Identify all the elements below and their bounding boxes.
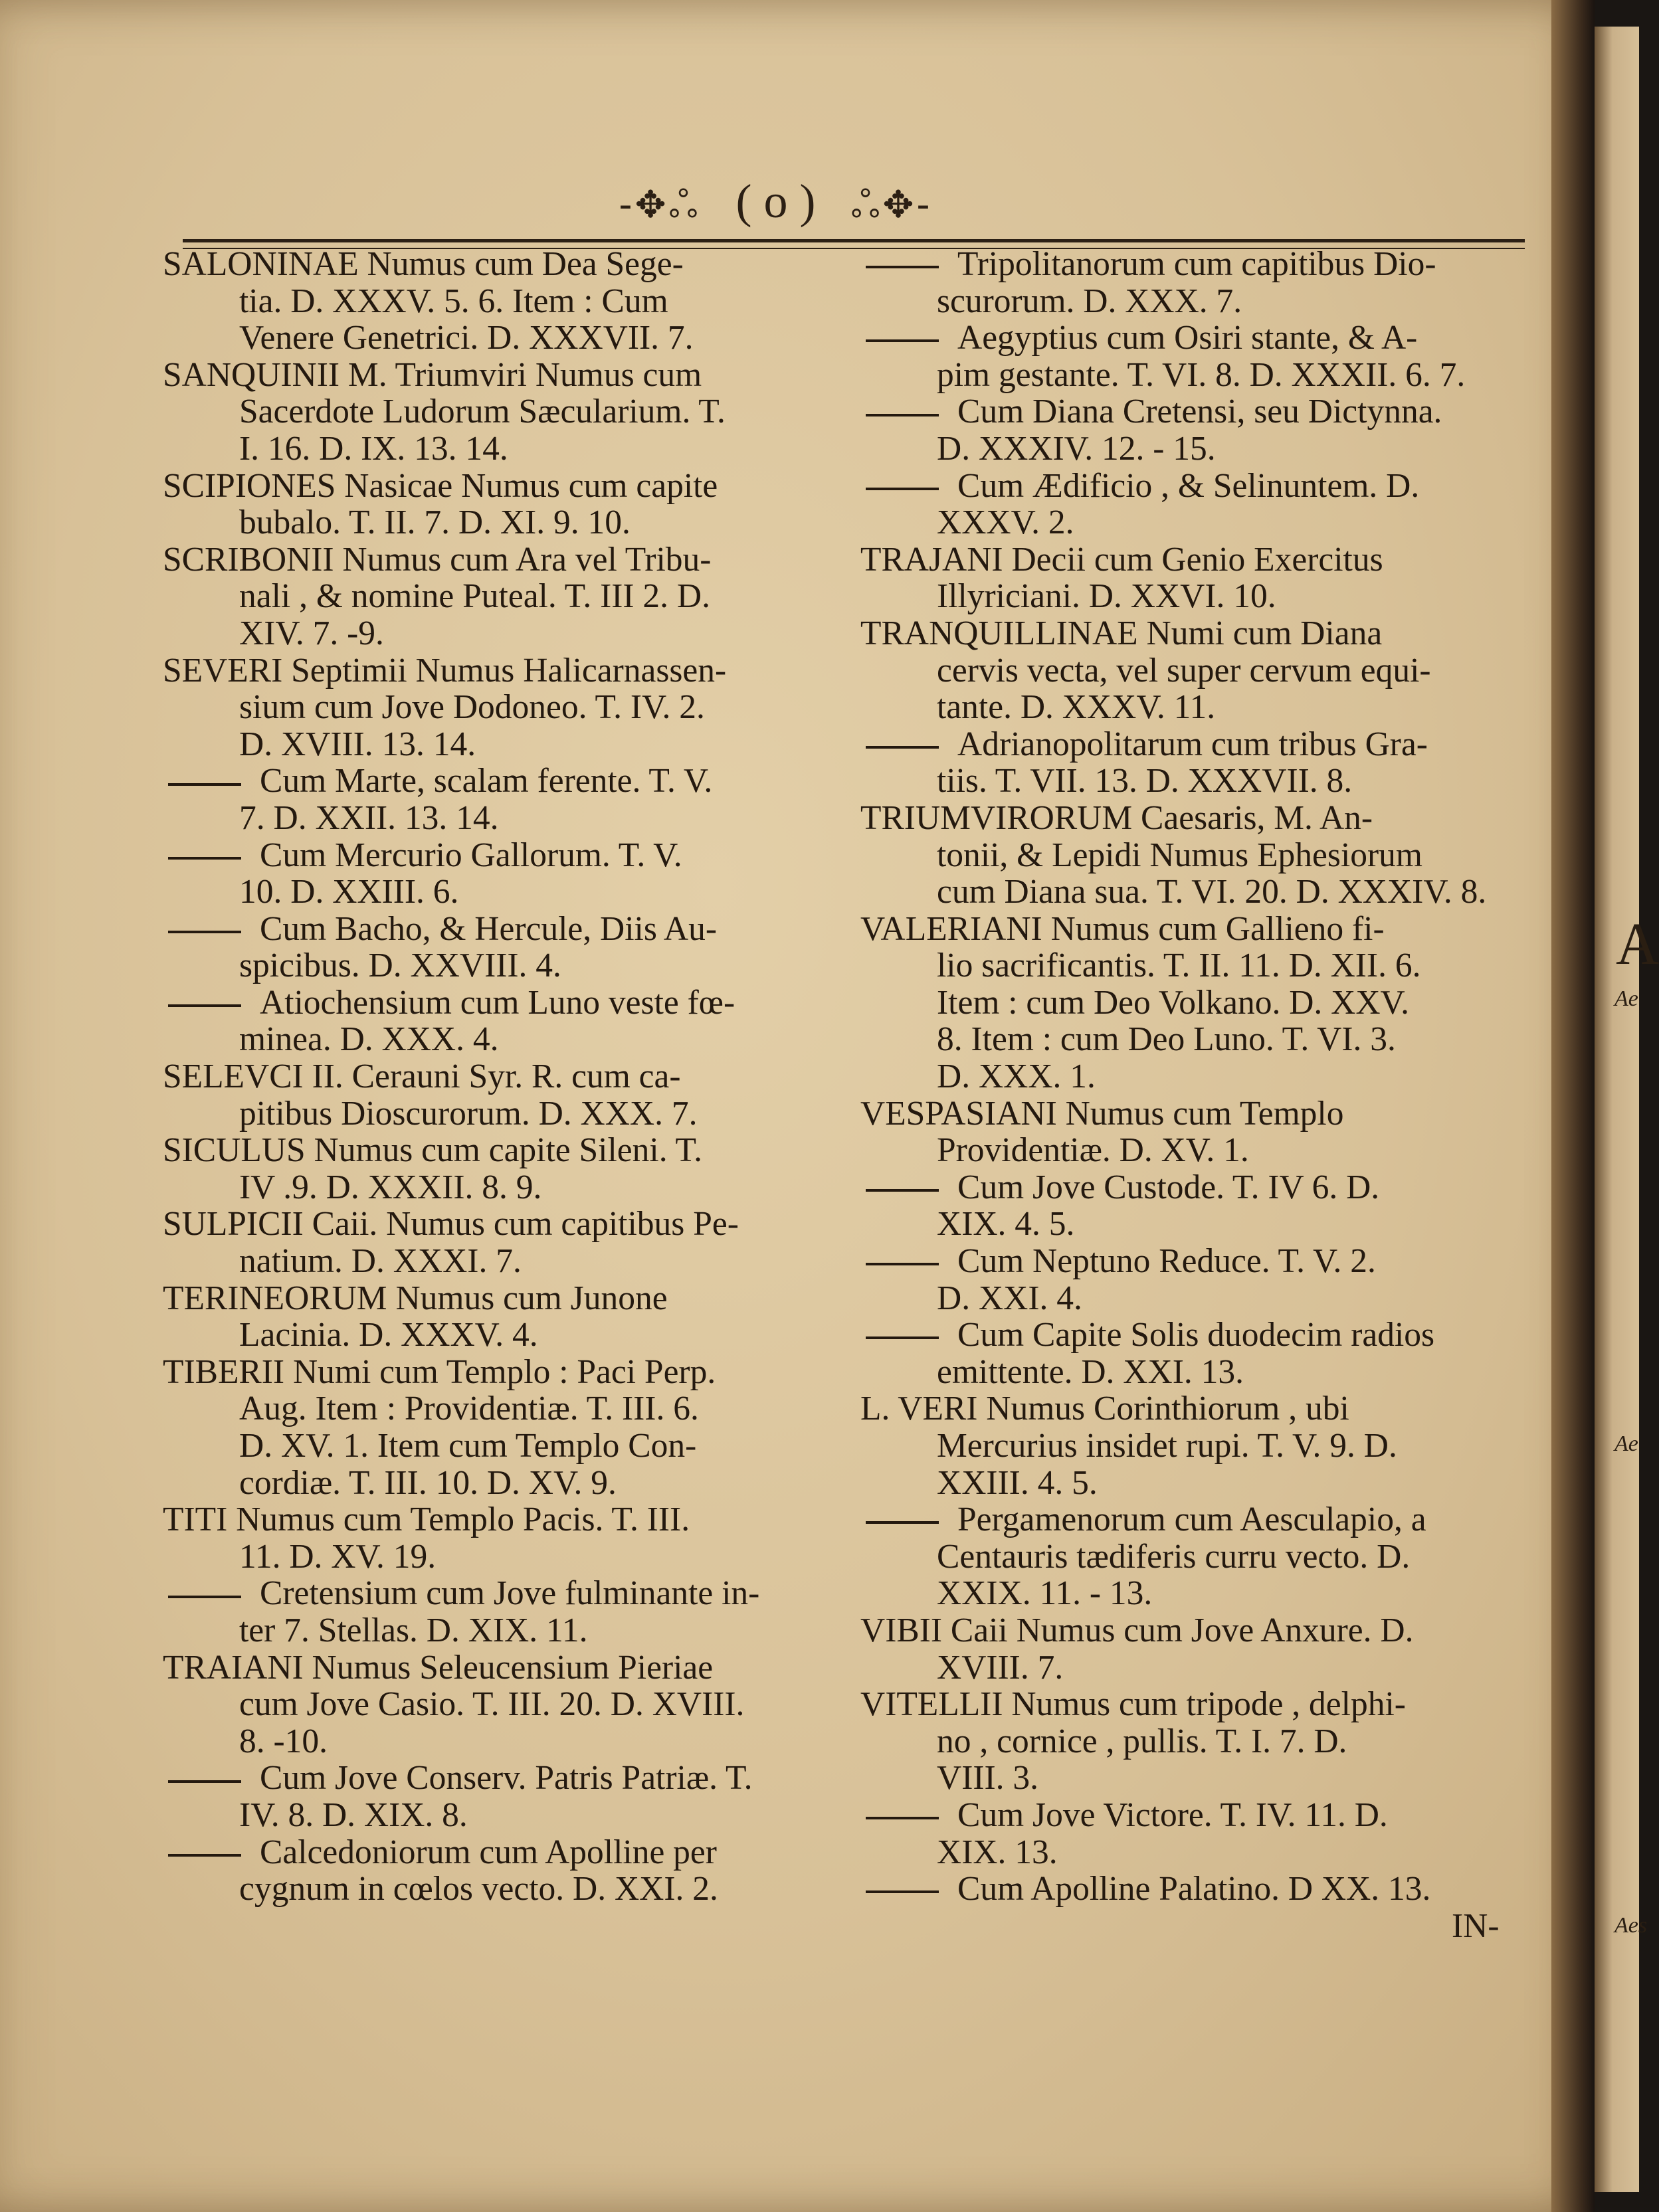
ditto-dash	[866, 1521, 939, 1524]
index-entry	[163, 541, 827, 652]
ditto-dash	[168, 857, 241, 860]
entry-continuation-line: D. XXI. 4.	[937, 1279, 1082, 1317]
entry-continuation-line: Item : cum Deo Volkano. D. XXV.	[937, 983, 1409, 1022]
entry-continuation-line: bubalo. T. II. 7. D. XI. 9. 10.	[239, 504, 631, 542]
entry-continuation-line: 8. -10.	[239, 1722, 328, 1760]
entry-continuation-line: nali , & nomine Puteal. T. III 2. D.	[239, 577, 710, 616]
entry-heading-line: VESPASIANI Numus cum Templo	[860, 1094, 1344, 1133]
entry-heading-line: Cum Diana Cretensi, seu Dictynna.	[957, 393, 1442, 431]
ditto-dash	[168, 1854, 241, 1857]
index-entry	[860, 1243, 1518, 1317]
entry-continuation-line: XXXV. 2.	[937, 504, 1074, 542]
entry-continuation-line: Illyriciani. D. XXVI. 10.	[937, 577, 1276, 616]
entry-heading-line: Tripolitanorum cum capitibus Dio-	[957, 245, 1436, 283]
index-entry	[163, 837, 827, 911]
header-ornament-left: -✥ஃ	[619, 183, 701, 227]
index-entry	[163, 1058, 827, 1132]
entry-heading-line: Cretensium cum Jove fulminante in-	[260, 1574, 760, 1613]
entry-heading-line: SEVERI Septimii Numus Halicarnassen-	[163, 651, 727, 690]
index-entry	[860, 1095, 1518, 1169]
ditto-dash	[866, 1817, 939, 1819]
index-entry	[860, 1871, 1518, 1908]
entry-continuation-line: XIX. 4. 5.	[937, 1205, 1075, 1244]
entry-continuation-line: tia. D. XXXV. 5. 6. Item : Cum	[239, 282, 668, 320]
entry-continuation-line: spicibus. D. XXVIII. 4.	[239, 947, 561, 985]
entry-continuation-line: Venere Genetrici. D. XXXVII. 7.	[239, 319, 694, 357]
entry-continuation-line: D. XVIII. 13. 14.	[239, 725, 476, 763]
entry-heading-line: SELEVCI II. Cerauni Syr. R. cum ca-	[163, 1058, 681, 1096]
entry-heading-line: Cum Neptuno Reduce. T. V. 2.	[957, 1242, 1376, 1281]
entry-heading-line: TERINEORUM Numus cum Junone	[163, 1279, 668, 1317]
index-entry	[860, 468, 1518, 541]
entry-continuation-line: Centauris tædiferis curru vecto. D.	[937, 1537, 1411, 1576]
index-entry	[860, 1501, 1518, 1612]
entry-heading-line: Cum Capite Solis duodecim radios	[957, 1316, 1435, 1354]
entry-continuation-line: emittente. D. XXI. 13.	[937, 1352, 1244, 1391]
adjacent-page-fragment: A	[1616, 911, 1659, 977]
entry-continuation-line: no , cornice , pullis. T. I. 7. D.	[937, 1722, 1347, 1760]
entry-continuation-line: Mercurius insidet rupi. T. V. 9. D.	[937, 1427, 1397, 1465]
entry-heading-line: VIBII Caii Numus cum Jove Anxure. D.	[860, 1611, 1414, 1649]
entry-continuation-line: I. 16. D. IX. 13. 14.	[239, 429, 508, 468]
index-entry	[860, 1169, 1518, 1243]
index-entry	[860, 320, 1518, 393]
entry-heading-line: Cum Ædificio , & Selinuntem. D.	[957, 466, 1420, 505]
book-spine	[1551, 0, 1595, 2212]
entry-continuation-line: XVIII. 7.	[937, 1648, 1064, 1687]
entry-heading-line: TRAIANI Numus Seleucensium Pieriae	[163, 1648, 714, 1687]
entry-continuation-line: tonii, & Lepidi Numus Ephesiorum	[937, 836, 1422, 874]
entry-continuation-line: sium cum Jove Dodoneo. T. IV. 2.	[239, 688, 705, 727]
entry-continuation-line: 11. D. XV. 19.	[239, 1537, 437, 1576]
entry-heading-line: SICULUS Numus cum capite Sileni. T.	[163, 1131, 703, 1170]
ditto-dash	[168, 931, 241, 933]
entry-heading-line: Pergamenorum cum Aesculapio, a	[957, 1501, 1426, 1539]
entry-heading-line: Cum Bacho, & Hercule, Diis Au-	[260, 909, 717, 948]
entry-heading-line: Cum Mercurio Gallorum. T. V.	[260, 836, 682, 874]
entry-heading-line: TRANQUILLINAE Numi cum Diana	[860, 614, 1383, 652]
left-column	[163, 246, 827, 1908]
ditto-dash	[866, 746, 939, 749]
index-entry	[860, 1686, 1518, 1797]
entry-continuation-line: XIV. 7. -9.	[239, 614, 384, 652]
entry-heading-line: TITI Numus cum Templo Pacis. T. III.	[163, 1501, 690, 1539]
entry-continuation-line: IV. 8. D. XIX. 8.	[239, 1796, 468, 1834]
index-entry	[860, 246, 1518, 320]
entry-heading-line: TRIUMVIRORUM Caesaris, M. An-	[860, 798, 1373, 837]
entry-continuation-line: XXIII. 4. 5.	[937, 1463, 1098, 1502]
index-entry	[860, 1390, 1518, 1501]
entry-heading-line: Adrianopolitarum cum tribus Gra-	[957, 725, 1428, 763]
index-entry	[163, 1206, 827, 1279]
index-entry	[860, 911, 1518, 1095]
entry-continuation-line: D. XV. 1. Item cum Templo Con-	[239, 1427, 697, 1465]
entry-continuation-line: scurorum. D. XXX. 7.	[937, 282, 1242, 320]
entry-continuation-line: 8. Item : cum Deo Luno. T. VI. 3.	[937, 1020, 1396, 1059]
adjacent-page-fragment: Aes	[1614, 1913, 1648, 1938]
entry-continuation-line: IV .9. D. XXXII. 8. 9.	[239, 1168, 542, 1206]
entry-continuation-line: D. XXX. 1.	[937, 1058, 1096, 1096]
entry-continuation-line: minea. D. XXX. 4.	[239, 1020, 499, 1059]
ditto-dash	[168, 1004, 241, 1007]
index-entry	[163, 652, 827, 763]
entry-continuation-line: ter 7. Stellas. D. XIX. 11.	[239, 1611, 588, 1649]
index-entry	[163, 911, 827, 984]
index-entry	[163, 1501, 827, 1575]
entry-heading-line: VALERIANI Numus cum Gallieno fi-	[860, 909, 1385, 948]
entry-heading-line: SULPICII Caii. Numus cum capitibus Pe-	[163, 1205, 739, 1244]
entry-continuation-line: Lacinia. D. XXXV. 4.	[239, 1316, 538, 1354]
entry-continuation-line: tante. D. XXXV. 11.	[937, 688, 1216, 727]
entry-continuation-line: cygnum in cœlos vecto. D. XXI. 2.	[239, 1870, 718, 1908]
entry-heading-line: Atiochensium cum Luno veste fœ-	[260, 983, 735, 1022]
page-header	[0, 174, 1551, 227]
ditto-dash	[866, 414, 939, 416]
entry-continuation-line: pim gestante. T. VI. 8. D. XXXII. 6. 7.	[937, 355, 1466, 394]
entry-heading-line: L. VERI Numus Corinthiorum , ubi	[860, 1390, 1349, 1428]
entry-continuation-line: Aug. Item : Providentiæ. T. III. 6.	[239, 1390, 699, 1428]
adjacent-page-fragment: Ae	[1614, 1431, 1638, 1456]
page-number: ( o )	[735, 175, 816, 228]
ditto-dash	[866, 1263, 939, 1265]
entry-continuation-line: tiis. T. VII. 13. D. XXXVII. 8.	[937, 762, 1353, 800]
entry-continuation-line: XXIX. 11. - 13.	[937, 1574, 1153, 1613]
index-entry	[163, 1649, 827, 1760]
index-entry	[860, 1797, 1518, 1871]
index-entry	[860, 1317, 1518, 1390]
ditto-dash	[866, 266, 939, 268]
entry-heading-line: SALONINAE Numus cum Dea Sege-	[163, 245, 684, 283]
entry-continuation-line: lio sacrificantis. T. II. 11. D. XII. 6.	[937, 947, 1421, 985]
index-entry	[860, 541, 1518, 615]
right-column	[860, 246, 1518, 1908]
entry-heading-line: VITELLII Numus cum tripode , delphi-	[860, 1685, 1406, 1724]
catchword: IN-	[1452, 1907, 1500, 1945]
index-entry	[860, 393, 1518, 467]
entry-heading-line: Cum Jove Conserv. Patris Patriæ. T.	[260, 1759, 753, 1797]
index-entry	[860, 1612, 1518, 1686]
ditto-dash	[866, 1890, 939, 1893]
entry-continuation-line: Sacerdote Ludorum Sæcularium. T.	[239, 393, 726, 431]
entry-heading-line: Calcedoniorum cum Apolline per	[260, 1833, 717, 1871]
entry-heading-line: SCRIBONII Numus cum Ara vel Tribu-	[163, 540, 712, 579]
entry-continuation-line: cum Jove Casio. T. III. 20. D. XVIII.	[239, 1685, 745, 1724]
entry-heading-line: TIBERII Numi cum Templo : Paci Perp.	[163, 1352, 716, 1391]
ditto-dash	[866, 1336, 939, 1339]
index-entry	[163, 357, 827, 468]
entry-continuation-line: cervis vecta, vel super cervum equi-	[937, 651, 1431, 690]
entry-continuation-line: VIII. 3.	[937, 1759, 1039, 1797]
index-entry	[163, 468, 827, 541]
entry-continuation-line: cum Diana sua. T. VI. 20. D. XXXIV. 8.	[937, 873, 1487, 911]
index-entry	[860, 726, 1518, 800]
entry-heading-line: Cum Jove Victore. T. IV. 11. D.	[957, 1796, 1388, 1834]
entry-continuation-line: pitibus Dioscurorum. D. XXX. 7.	[239, 1094, 698, 1133]
ditto-dash	[866, 1189, 939, 1192]
ditto-dash	[866, 339, 939, 342]
index-entry	[163, 1354, 827, 1501]
entry-continuation-line: cordiæ. T. III. 10. D. XV. 9.	[239, 1463, 617, 1502]
adjacent-page-edge	[1595, 27, 1659, 2192]
index-entry	[163, 1760, 827, 1833]
index-entry	[163, 1280, 827, 1354]
ditto-dash	[168, 1596, 241, 1598]
index-entry	[163, 763, 827, 836]
entry-heading-line: Cum Marte, scalam ferente. T. V.	[260, 762, 713, 800]
entry-continuation-line: natium. D. XXXI. 7.	[239, 1242, 522, 1281]
index-entry	[163, 1575, 827, 1649]
index-entry	[860, 615, 1518, 726]
index-entry	[163, 984, 827, 1058]
entry-heading-line: Cum Apolline Palatino. D XX. 13.	[957, 1870, 1431, 1908]
entry-heading-line: TRAJANI Decii cum Genio Exercitus	[860, 540, 1383, 579]
entry-heading-line: Aegyptius cum Osiri stante, & A-	[957, 319, 1418, 357]
entry-continuation-line: XIX. 13.	[937, 1833, 1058, 1871]
header-ornament-right: ஃ✥-	[850, 183, 933, 227]
entry-heading-line: SCIPIONES Nasicae Numus cum capite	[163, 466, 718, 505]
ditto-dash	[168, 1780, 241, 1783]
adjacent-page-fragment: Ae	[1614, 986, 1638, 1011]
ditto-dash	[866, 488, 939, 490]
entry-continuation-line: Providentiæ. D. XV. 1.	[937, 1131, 1249, 1170]
index-entry	[860, 800, 1518, 911]
index-entry	[163, 1834, 827, 1908]
entry-continuation-line: 10. D. XXIII. 6.	[239, 873, 459, 911]
entry-heading-line: Cum Jove Custode. T. IV 6. D.	[957, 1168, 1380, 1206]
ditto-dash	[168, 783, 241, 786]
index-entry	[163, 1132, 827, 1206]
index-entry	[163, 246, 827, 357]
entry-heading-line: SANQUINII M. Triumviri Numus cum	[163, 355, 702, 394]
entry-continuation-line: D. XXXIV. 12. - 15.	[937, 429, 1216, 468]
entry-continuation-line: 7. D. XXII. 13. 14.	[239, 798, 499, 837]
